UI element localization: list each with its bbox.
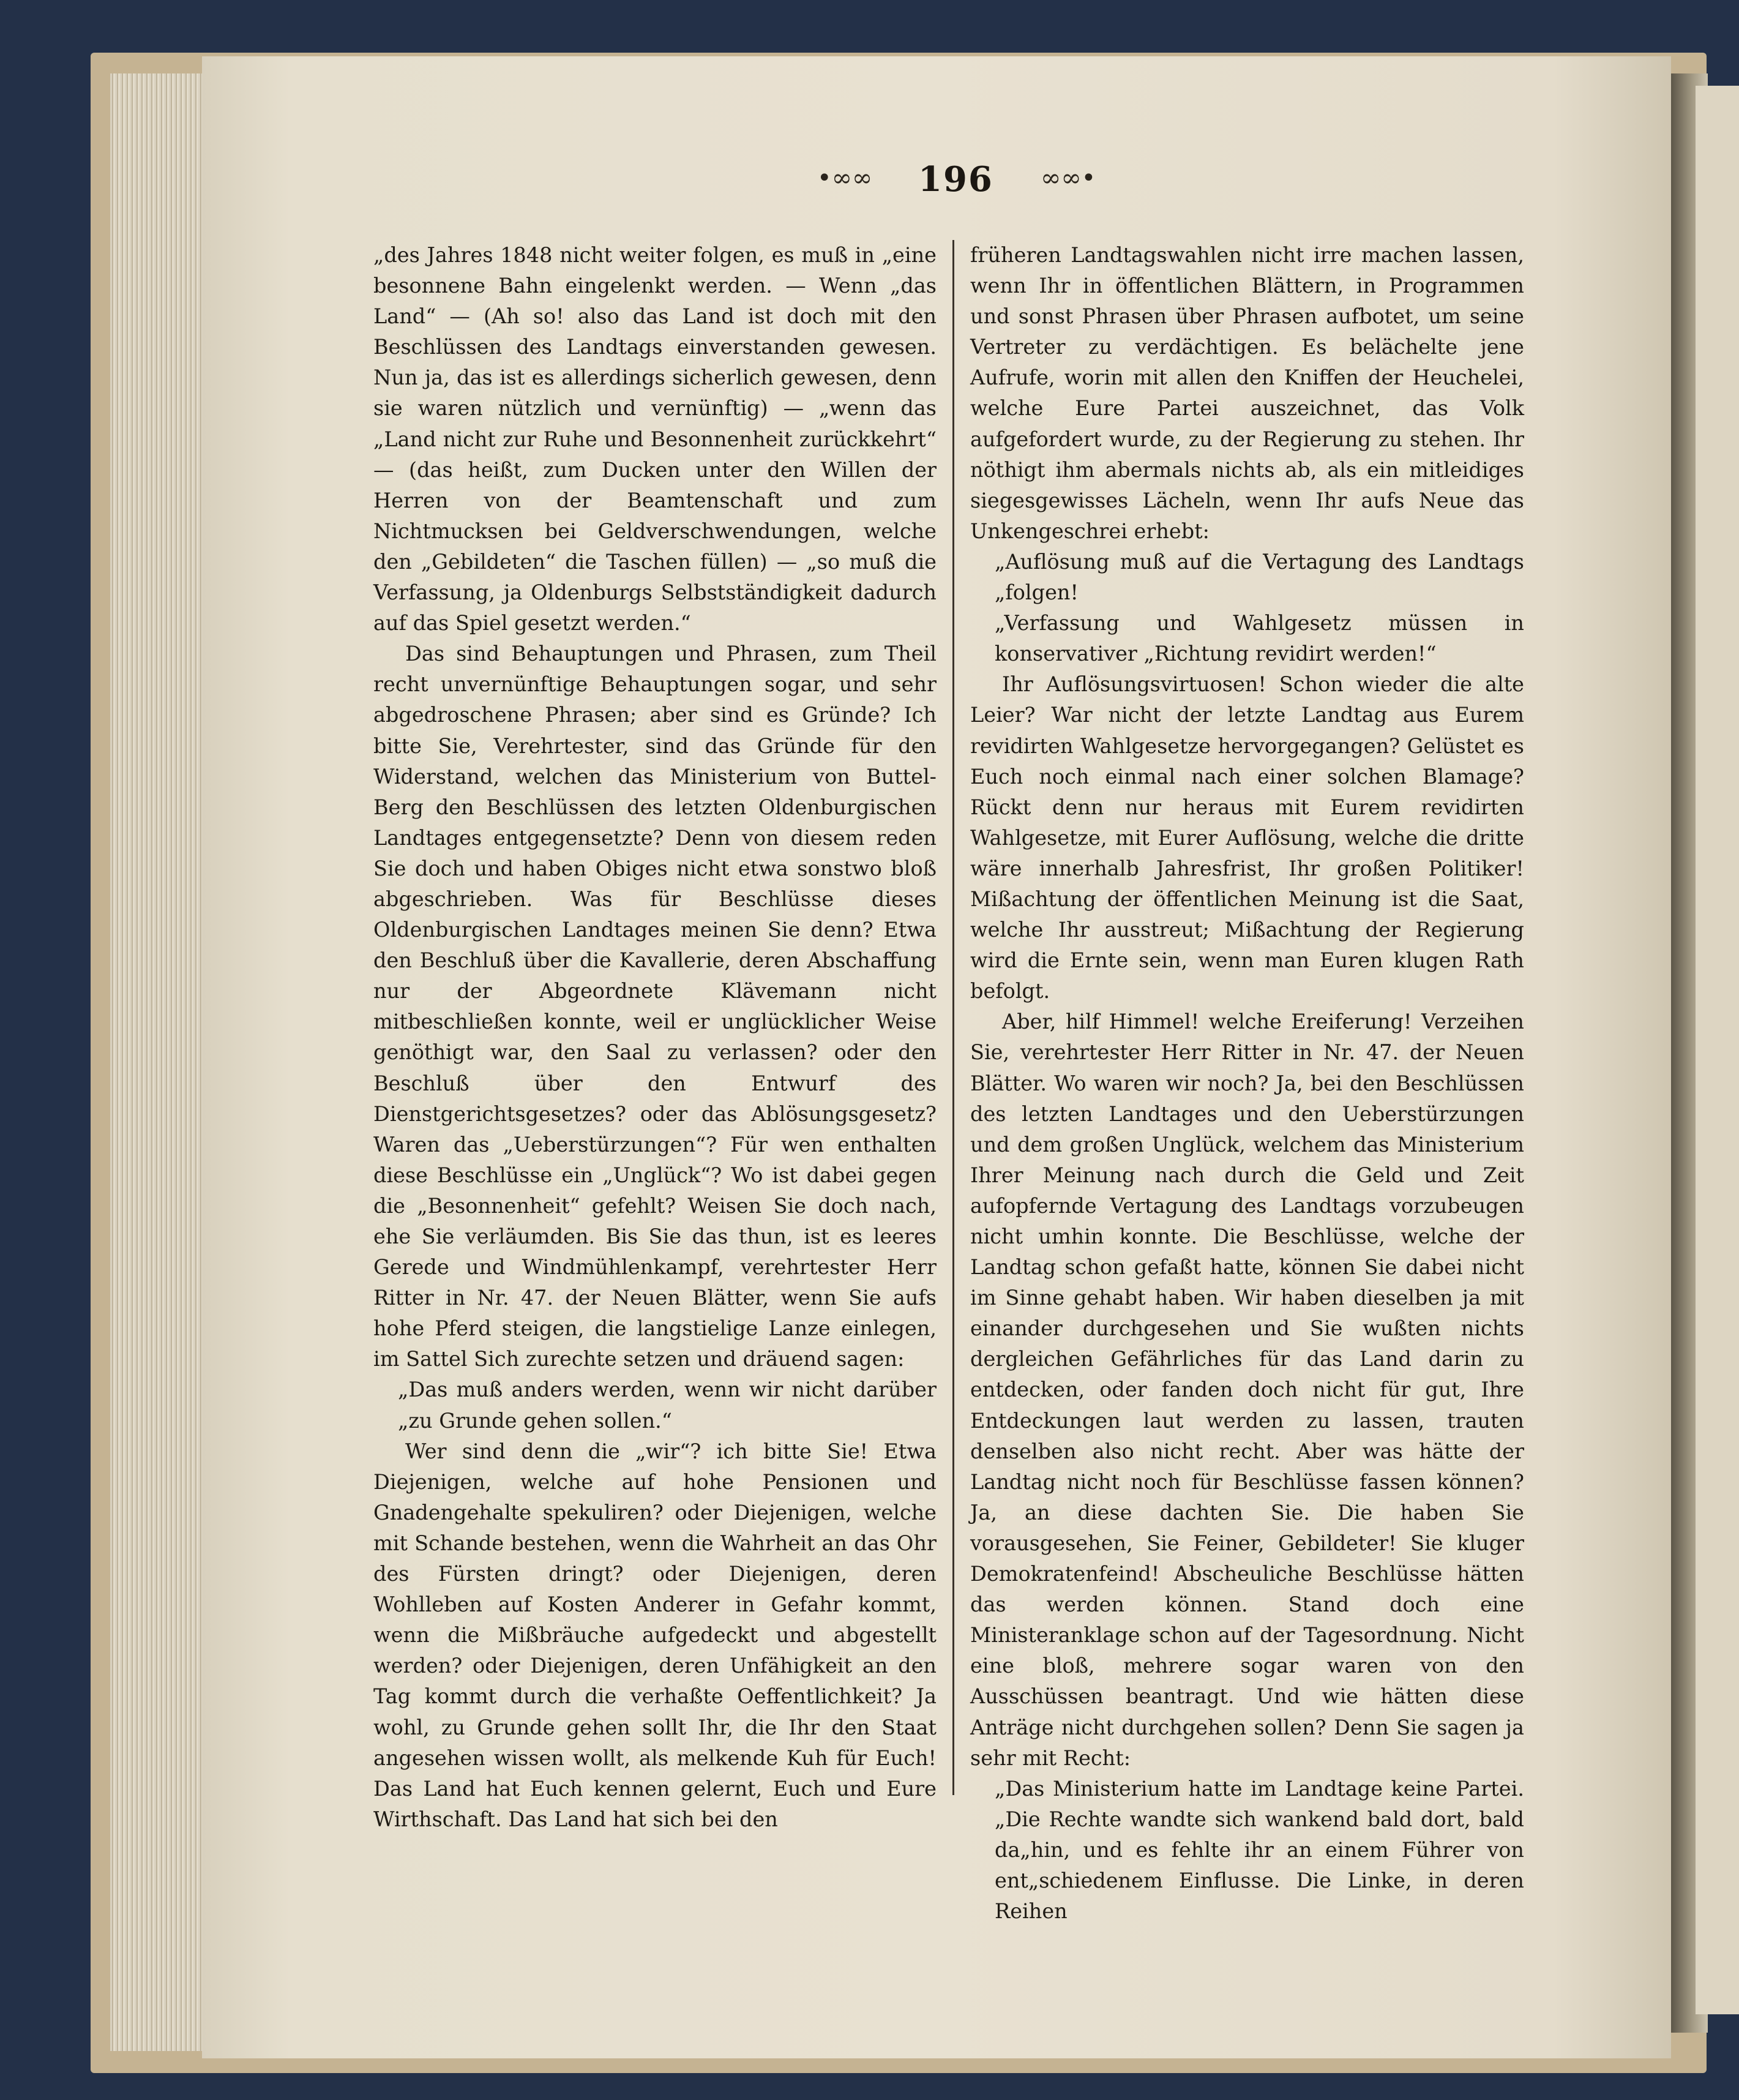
page-edges: [110, 73, 202, 2051]
quotation: „Das Ministerium hatte im Landtage keine Partei. „Die Rechte wandte sich wankend bald dort, bald da„hin, und es fehlte ihr an einem Führer von ent„schiedenem Einflusse. Die Linke, in deren Reihen: [995, 1776, 1524, 1924]
ornament-right-icon: ∞∞•: [1041, 164, 1096, 192]
page-number: 196: [918, 159, 993, 200]
paragraph: Wer sind denn die „wir“? ich bitte Sie! Etwa Diejenigen, welche auf hohe Pensionen und Gnadengehalte spekuliren? oder Diejenigen, welche mit Schande bestehen, wenn die Wahrheit an das Ohr des Fürsten dringt? oder Diejenigen, deren Wohlleben auf Kosten Anderer in Gefahr kommt, wenn die Mißbräuche aufgedeckt und abgestellt werden? oder Diejenigen, deren Unfähigkeit an den Tag kommt durch die verhaßte Oeffentlichkeit? Ja wohl, zu Grunde gehen sollt Ihr, die Ihr den Staat angesehen wissen wollt, als melkende Kuh für Euch! Das Land hat Euch kennen gelernt, Euch und Eure Wirthschaft. Das Land hat sich bei den: [373, 1439, 937, 1831]
facing-page-edge: [1696, 86, 1739, 2014]
paragraph: „des Jahres 1848 nicht weiter folgen, es muß in „eine besonnene Bahn eingelenkt werden. — Wenn „das Land“ — (Ah so! also das Land ist doch mit den Beschlüssen des Landtags einverstanden gewesen. Nun ja, das ist es allerdings sicherlich gewesen, denn sie waren nützlich und vernünftig) — „wenn das „Land nicht zur Ruhe und Besonnenheit zurückkehrt“ — (das heißt, zum Ducken unter den Willen der Herren von der Beamtenschaft und zum Nichtmucksen bei Geldverschwendungen, welche den „Gebildeten“ die Taschen füllen) — „so muß die Verfassung, ja Oldenburgs Selbstständigkeit dadurch auf das Spiel gesetzt werden.“: [373, 243, 937, 636]
left-column: [373, 240, 937, 1835]
quotation: „Auflösung muß auf die Vertagung des Landtags „folgen!: [995, 549, 1524, 605]
quotation: „Das muß anders werden, wenn wir nicht darüber „zu Grunde gehen sollen.“: [398, 1378, 937, 1433]
paragraph: Ihr Auflösungsvirtuosen! Schon wieder die alte Leier? War nicht der letzte Landtag aus Eurem revidirten Wahlgesetze hervorgegangen? Gelüstet es Euch noch einmal nach einer solchen Blamage? Rückt denn nur heraus mit Eurem revidirten Wahlgesetze, mit Eurer Auflösung, welche die dritte wäre innerhalb Jahresfrist, Ihr großen Politiker! Mißachtung der öffentlichen Meinung ist die Saat, welche Ihr ausstreut; Mißachtung der Regierung wird die Ernte sein, wenn man Euren klugen Rath befolgt.: [970, 672, 1524, 1003]
paragraph: Das sind Behauptungen und Phrasen, zum Theil recht unvernünftige Behauptungen sogar, und sehr abgedroschene Phrasen; aber sind es Gründe? Ich bitte Sie, Verehrtester, sind das Gründe für den Widerstand, welchen das Ministerium von Buttel-Berg den Beschlüssen des letzten Oldenburgischen Landtages entgegensetzte? Denn von diesem reden Sie doch und haben Obiges nicht etwa sonstwo bloß abgeschrieben. Was für Beschlüsse dieses Oldenburgischen Landtages meinen Sie denn? Etwa den Beschluß über die Kavallerie, deren Abschaffung nur der Abgeordnete Klävemann nicht mitbeschließen konnte, weil er unglücklicher Weise genöthigt war, den Saal zu verlassen? oder den Beschluß über den Entwurf des Dienstgerichtsgesetzes? oder das Ablösungsgesetz? Waren das „Ueberstürzungen“? Für wen enthalten diese Beschlüsse ein „Unglück“? Wo ist dabei gegen die „Besonnenheit“ gefehlt? Weisen Sie doch nach, ehe Sie verläumden. Bis Sie das thun, ist es leeres Gerede und Windmühlenkampf, verehrtester Herr Ritter in Nr. 47. der Neuen Blätter, wenn Sie aufs hohe Pferd steigen, die langstielige Lanze einlegen, im Sattel Sich zurechte setzen und dräuend sagen:: [373, 642, 937, 1371]
paragraph: Aber, hilf Himmel! welche Ereiferung! Verzeihen Sie, verehrtester Herr Ritter in Nr. 47. der Neuen Blätter. Wo waren wir noch? Ja, bei den Beschlüssen des letzten Landtages und den Ueberstürzungen und dem großen Unglück, welchem das Ministerium Ihrer Meinung nach durch die Geld und Zeit aufopfernde Vertagung des Landtags vorzubeugen nicht umhin konnte. Die Beschlüsse, welche der Landtag schon gefaßt hatte, können Sie dabei nicht im Sinne gehabt haben. Wir haben dieselben ja mit einander durchgesehen und Sie wußten nichts dergleichen Gefährliches für das Land darin zu entdecken, oder fanden doch nicht für gut, Ihre Entdeckungen laut werden zu lassen, trauten denselben also nicht recht. Aber was hätte der Landtag nicht noch für Beschlüsse fassen können? Ja, an diese dachten Sie. Die haben Sie vorausgesehen, Sie Feiner, Gebildeter! Sie kluger Demokratenfeind! Abscheuliche Beschlüsse hätten das werden können. Stand doch eine Ministeranklage schon auf der Tagesordnung. Nicht eine bloß, mehrere sogar waren von den Ausschüssen beantragt. Und wie hätten diese Anträge nicht durchgehen sollen? Denn Sie sagen ja sehr mit Recht:: [970, 1010, 1524, 1770]
column-divider: [952, 240, 954, 1795]
quotation: „Verfassung und Wahlgesetz müssen in konservativer „Richtung revidirt werden!“: [995, 611, 1524, 666]
ornament-left-icon: •∞∞: [817, 164, 873, 192]
paragraph: früheren Landtagswahlen nicht irre machen lassen, wenn Ihr in öffentlichen Blättern, in Programmen und sonst Phrasen über Phrasen aufbotet, um seine Vertreter zu verdächtigen. Es belächelte jene Aufrufe, worin mit allen den Kniffen der Heuchelei, welche Eure Partei auszeichnet, das Volk aufgefordert wurde, zu der Regierung zu stehen. Ihr nöthigt ihm abermals nichts ab, als ein mitleidiges siegesgewisses Lächeln, wenn Ihr aufs Neue das Unkengeschrei erhebt:: [970, 243, 1524, 543]
right-column: [970, 240, 1524, 1927]
